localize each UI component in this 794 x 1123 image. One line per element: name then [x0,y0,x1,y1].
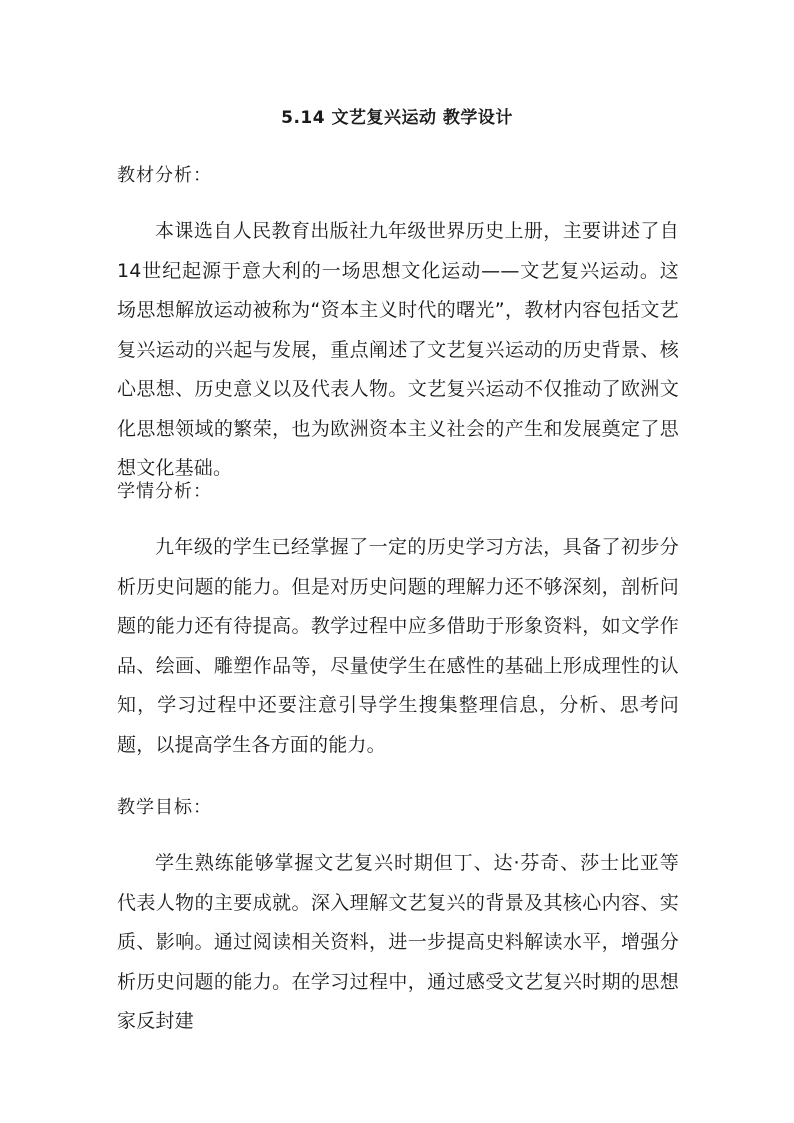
section-body-textbook-analysis: 本课选自人民教育出版社九年级世界历史上册，主要讲述了自14世纪起源于意大利的一场思想文化运动——文艺复兴运动。这场思想解放运动被称为“资本主义时代的曙光”，教材内容包括文艺复兴运动的兴起与发展，重点阐述了文艺复兴运动的历史背景、核心思想、历史意义以及代表人物。文艺复兴运动不仅推动了欧洲文化思想领域的繁荣，也为欧洲资本主义社会的产生和发展奠定了思想文化基础。 [117,220,679,479]
document-title: 5.14 文艺复兴运动 教学设计 [281,108,513,128]
section-body-student-analysis: 九年级的学生已经掌握了一定的历史学习方法，具备了初步分析历史问题的能力。但是对历史问题的理解力还不够深刻，剖析问题的能力还有待提高。教学过程中应多借助于形象资料，如文学作品、绘画、雕塑作品等，尽量使学生在感性的基础上形成理性的认知，学习过程中还要注意引导学生搜集整理信息，分析、思考问题，以提高学生各方面的能力。 [117,536,679,756]
section-heading-teaching-goals: 教学目标： [117,797,212,818]
section-heading-textbook-analysis: 教材分析： [117,165,212,186]
section-body-teaching-goals: 学生熟练能够掌握文艺复兴时期但丁、达·芬奇、莎士比亚等代表人物的主要成就。深入理解文艺复兴的背景及其核心内容、实质、影响。通过阅读相关资料，进一步提高史料解读水平，增强分析历史问题的能力。在学习过程中，通过感受文艺复兴时期的思想家反封建 [117,852,679,1032]
section-heading-student-analysis: 学情分析： [117,481,212,502]
